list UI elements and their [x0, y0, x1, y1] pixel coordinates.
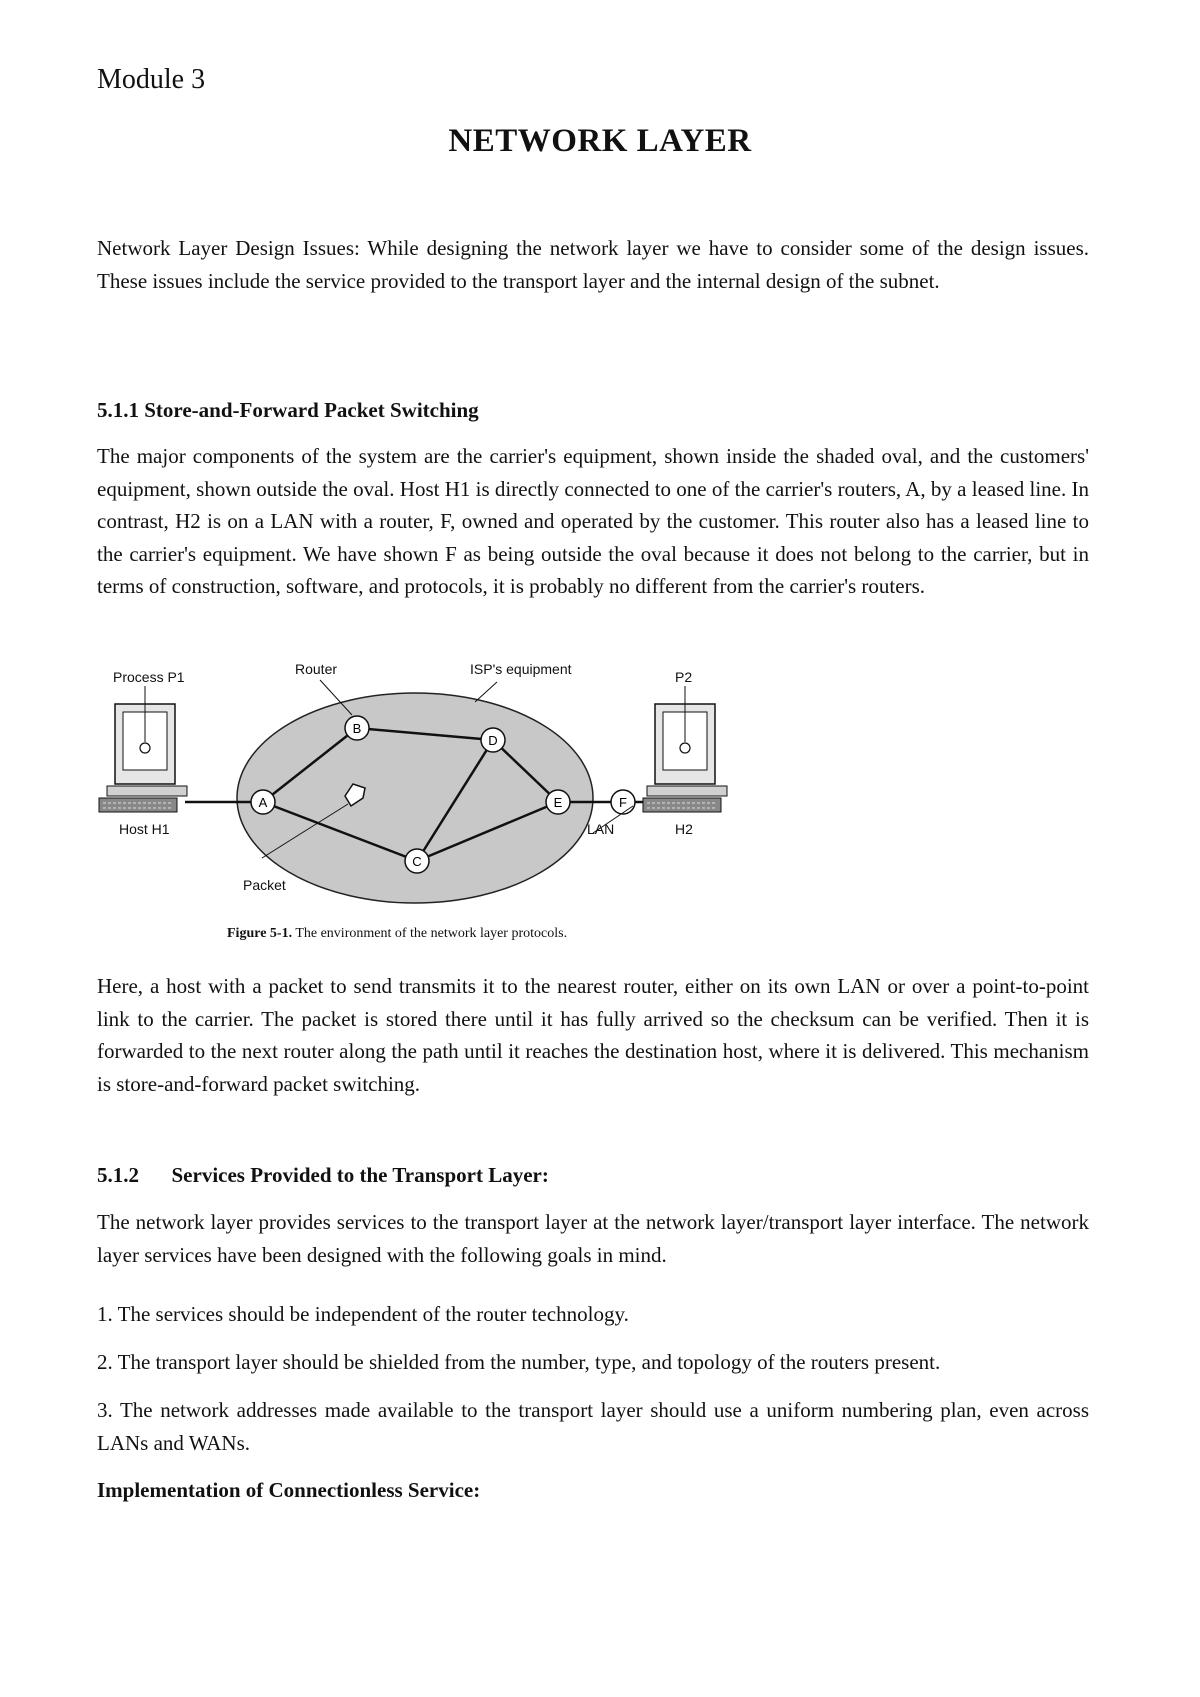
figure-caption-text: The environment of the network layer protocols.: [295, 926, 568, 941]
module-label: Module 3: [97, 64, 206, 95]
goal-item-1: 1. The services should be independent of the router technology.: [97, 1302, 629, 1326]
section-heading-services-number: 5.1.2: [97, 1163, 139, 1187]
label-router: Router: [295, 661, 338, 677]
figure-caption: [227, 926, 567, 942]
label-lan: LAN: [587, 821, 615, 837]
intro-paragraph: Network Layer Design Issues: While designing the network layer we have to consider some of the design issues. These issues include the service provided to the transport layer and the internal design of the subnet.: [97, 236, 1089, 293]
section-heading-services-text: Services Provided to the Transport Layer:: [171, 1163, 549, 1187]
computer-icon-h1: [99, 686, 187, 812]
label-p2: P2: [675, 669, 693, 685]
section-heading-services: [97, 1163, 549, 1188]
page-title: NETWORK LAYER: [448, 123, 752, 159]
router-b-label: B: [352, 721, 362, 736]
router-f-label: F: [619, 795, 627, 810]
store-forward-paragraph: The major components of the system are the carrier's equipment, shown inside the shaded oval, and the customers' equipment, shown outside the oval. Host H1 is directly connected to one of the carrier's routers, A, by a leased line. In contrast, H2 is on a LAN with a router, F, owned and operated by the customer. This router also has a leased line to the carrier's equipment. We have shown F as being outside the oval because it does not belong to the carrier, but in terms of construction, software, and protocols, it is probably no different from the carrier's routers.: [97, 444, 1089, 598]
isp-pointer: [475, 682, 497, 702]
computer-icon-h2: [643, 686, 727, 812]
router-c-label: C: [412, 854, 422, 869]
label-packet: Packet: [243, 877, 286, 893]
network-figure: [95, 658, 795, 920]
section-heading-connectionless: Implementation of Connectionless Service:: [97, 1478, 481, 1502]
store-forward-paragraph-2: Here, a host with a packet to send transmits it to the nearest router, either on its own LAN or over a point-to-point link to the carrier. The packet is stored there until it has fully arrived so the checksum can be verified. Then it is forwarded to the next router along the path until it reaches the destination host, where it is delivered. This mechanism is store-and-forward packet switching.: [97, 974, 1089, 1096]
goal-item-2: 2. The transport layer should be shielded from the number, type, and topology of the routers present.: [97, 1350, 941, 1374]
label-process-p1: Process P1: [113, 669, 185, 685]
section-heading-store-forward: 5.1.1 Store-and-Forward Packet Switching: [97, 398, 479, 422]
label-h2: H2: [675, 821, 693, 837]
goal-item-3: 3. The network addresses made available to the transport layer should use a uniform numbering plan, even across LANs and WANs.: [97, 1398, 1089, 1455]
label-isp-equipment: ISP's equipment: [470, 661, 572, 677]
router-a-label: A: [258, 795, 268, 810]
router-e-label: E: [553, 795, 563, 810]
label-host-h1: Host H1: [119, 821, 170, 837]
services-paragraph: The network layer provides services to the transport layer at the network layer/transport layer interface. The network layer services have been designed with the following goals in mind.: [97, 1210, 1089, 1267]
figure-caption-label: Figure 5-1.: [227, 926, 293, 941]
router-d-label: D: [488, 733, 498, 748]
